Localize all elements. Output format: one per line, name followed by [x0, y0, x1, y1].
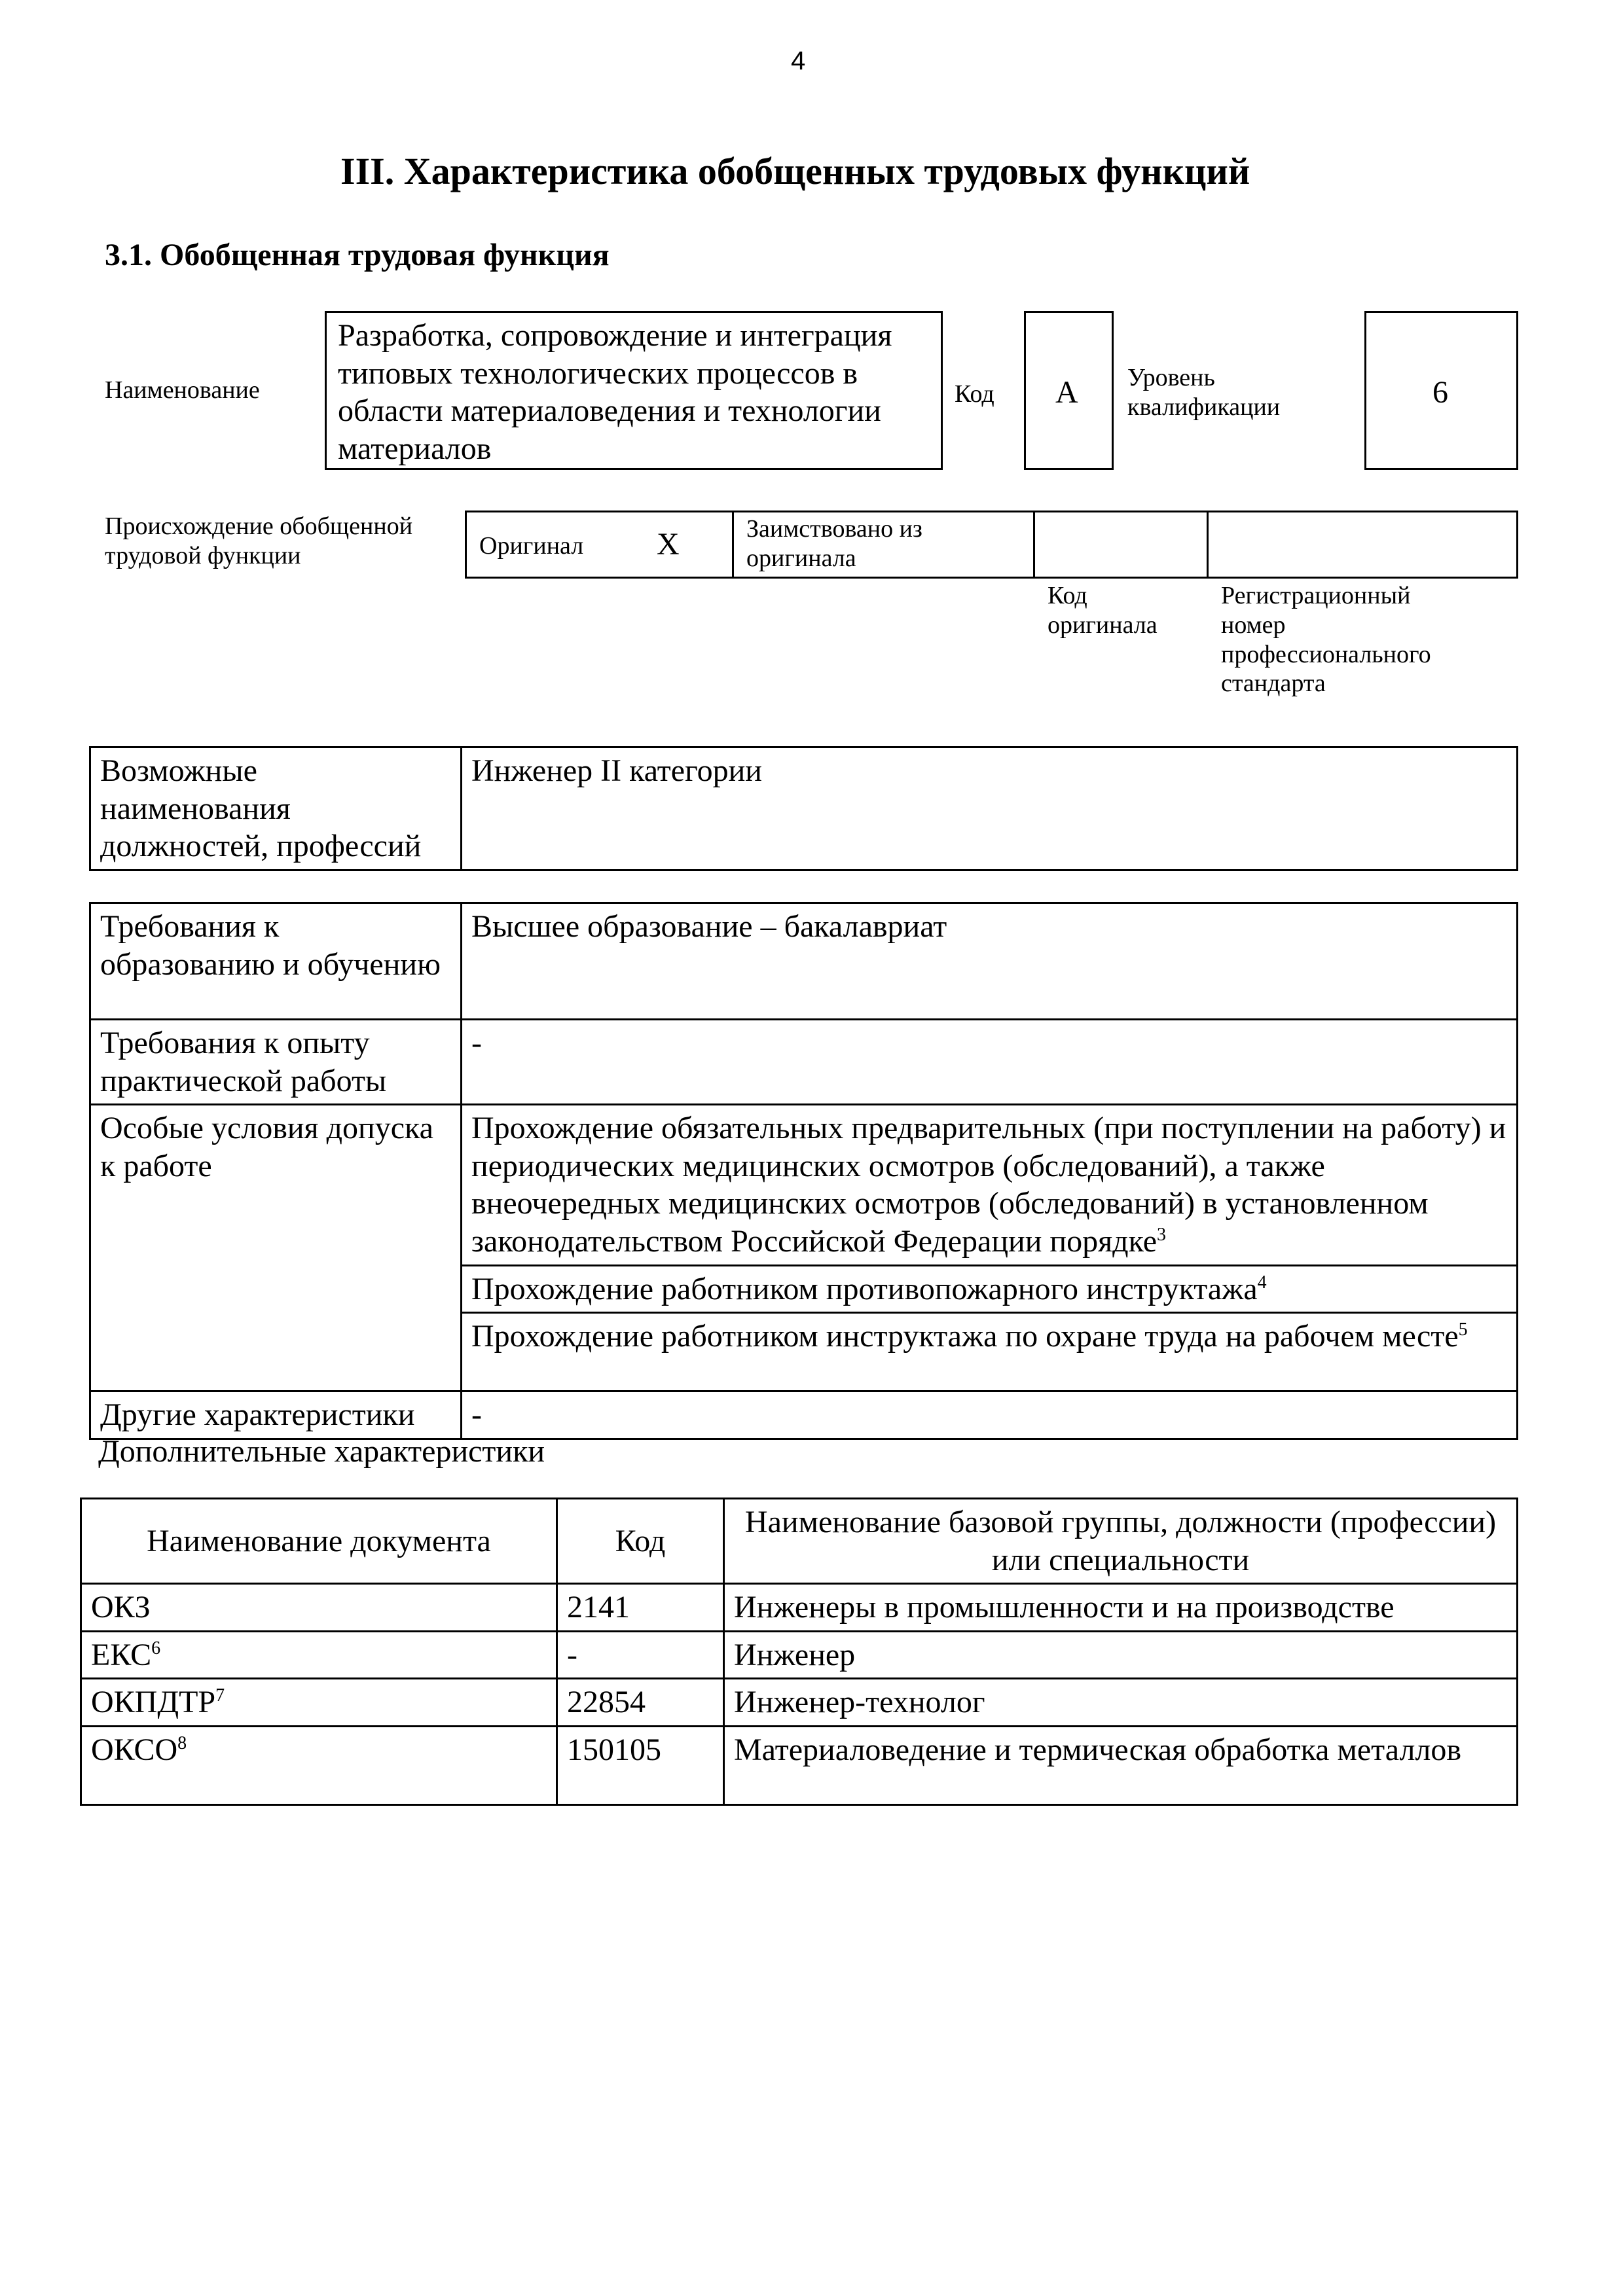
footnote-3: 3	[1157, 1224, 1166, 1245]
section-title: III. Характеристика обобщенных трудовых функций	[340, 150, 1250, 192]
header-code: Код	[557, 1499, 724, 1584]
special-item-2-text: Прохождение работником противопожарного инструктажа	[471, 1271, 1258, 1306]
code-eks: -	[557, 1631, 724, 1679]
table-row	[81, 1726, 1518, 1804]
education-value: Высшее образование – бакалавриат	[462, 903, 1518, 1020]
doc-okpdtr: ОКПДТР	[91, 1685, 216, 1720]
education-label: Требования к образованию и обучению	[90, 903, 462, 1020]
code-original-caption: Код оригинала	[1048, 582, 1158, 639]
name-okz: Инженеры в промышленности и на производстве	[724, 1584, 1518, 1632]
footnote-6: 6	[151, 1638, 161, 1659]
additional-header-row	[81, 1499, 1518, 1584]
special-item-3	[462, 1313, 1518, 1391]
name-okso: Материаловедение и термическая обработка металлов	[724, 1726, 1518, 1804]
table-row	[81, 1584, 1518, 1632]
doc-okso: ОКСО	[91, 1732, 178, 1767]
page-number: 4	[791, 46, 806, 75]
special-item-1	[462, 1105, 1518, 1265]
experience-value: -	[462, 1020, 1518, 1105]
code-okpdtr: 22854	[557, 1679, 724, 1727]
experience-label: Требования к опыту практической работы	[90, 1020, 462, 1105]
name-okpdtr: Инженер-технолог	[724, 1679, 1518, 1727]
requirements-table	[89, 902, 1518, 1440]
special-item-3-text: Прохождение работником инструктажа по охране труда на рабочем месте	[471, 1319, 1459, 1354]
code-okz: 2141	[557, 1584, 724, 1632]
doc-okz: ОКЗ	[91, 1590, 151, 1625]
borrowed-label: Заимствовано из оригинала	[746, 515, 922, 572]
function-name-value: Разработка, сопровождение и интеграция типовых технологических процессов в области материаловедения и технологии материалов	[338, 318, 892, 466]
footnote-7: 7	[215, 1685, 225, 1706]
doc-eks: ЕКС	[91, 1637, 152, 1672]
level-value: 6	[1432, 375, 1448, 410]
origin-divider-2	[1033, 511, 1035, 579]
name-label: Наименование	[105, 376, 260, 404]
level-label: Уровень квалификации	[1127, 364, 1281, 421]
positions-table	[89, 746, 1518, 871]
table-row	[81, 1631, 1518, 1679]
additional-title: Дополнительные характеристики	[98, 1434, 545, 1469]
header-document: Наименование документа	[81, 1499, 557, 1584]
positions-label: Возможные наименования должностей, профессий	[90, 747, 462, 870]
origin-divider-3	[1207, 511, 1209, 579]
name-eks: Инженер	[724, 1631, 1518, 1679]
footnote-4: 4	[1257, 1272, 1267, 1293]
special-label: Особые условия допуска к работе	[90, 1105, 462, 1391]
footnote-8: 8	[177, 1732, 187, 1753]
code-label: Код	[955, 380, 994, 408]
additional-table	[80, 1498, 1518, 1806]
positions-value: Инженер II категории	[462, 747, 1518, 870]
origin-label: Происхождение обобщенной трудовой функции	[105, 512, 413, 569]
table-row	[81, 1679, 1518, 1727]
reg-number-caption: Регистрационный номер профессионального стандарта	[1221, 582, 1431, 698]
other-value: -	[462, 1391, 1518, 1439]
code-okso: 150105	[557, 1726, 724, 1804]
code-value: А	[1055, 375, 1078, 410]
original-label: Оригинал	[479, 532, 584, 560]
header-name: Наименование базовой группы, должности (профессии) или специальности	[724, 1499, 1518, 1584]
other-label: Другие характеристики	[90, 1391, 462, 1439]
footnote-5: 5	[1458, 1319, 1468, 1340]
special-item-1-text: Прохождение обязательных предварительных (при поступлении на работу) и периодических медицинских осмотров (обследований), а также внеочередных медицинских осмотров (обследований) в установленном законодательством Российской Федерации порядке	[471, 1111, 1506, 1259]
special-item-2	[462, 1265, 1518, 1313]
original-mark: X	[657, 527, 680, 562]
origin-divider-1	[732, 511, 734, 579]
subsection-title: 3.1. Обобщенная трудовая функция	[105, 238, 610, 272]
